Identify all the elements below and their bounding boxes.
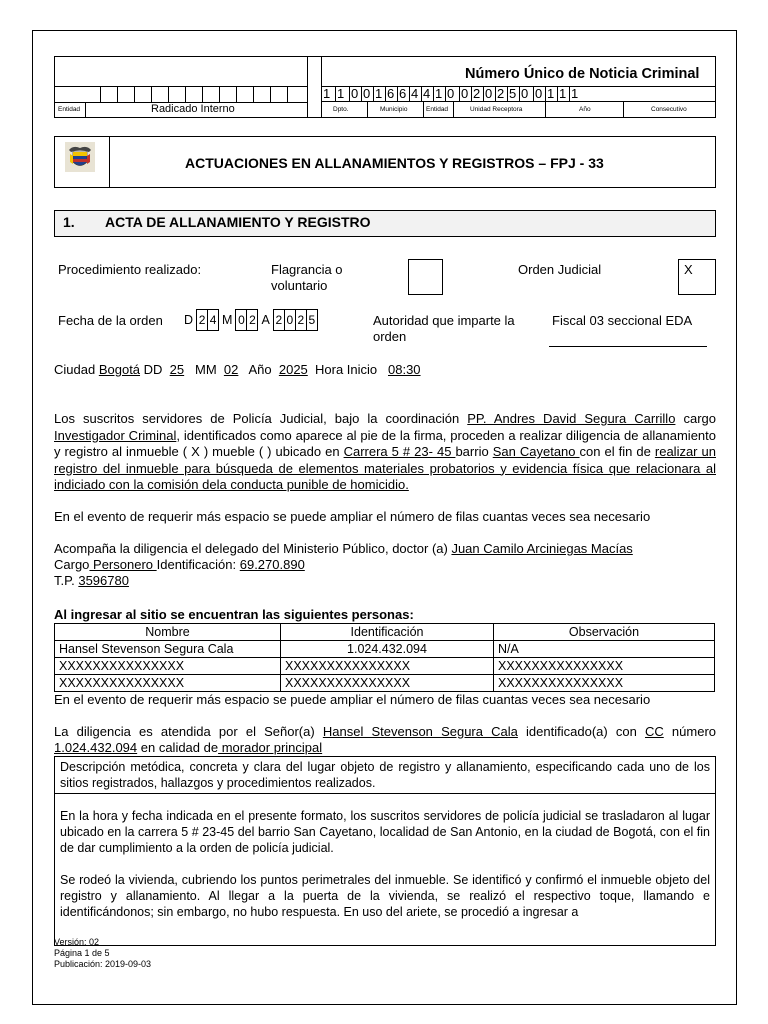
barrio-value: San Cayetano: [492, 444, 580, 459]
col-observacion: Observación: [494, 624, 715, 641]
more-space-note-1: En el evento de requerir más espacio se puede ampliar el número de filas cuantas veces sea necesario: [54, 509, 651, 524]
noticia-digit: 5: [507, 87, 519, 101]
order-month-prefix: M: [222, 313, 233, 327]
footer-published: Publicación: 2019-09-03: [54, 959, 152, 969]
order-day-digit-1: 2: [196, 309, 208, 331]
procedure-option-flagrancia: Flagrancia o voluntario: [271, 262, 343, 293]
title-divider: [109, 137, 110, 187]
noticia-digit: 0: [459, 87, 471, 101]
order-month-digit-1: 0: [235, 309, 247, 331]
unidad-receptora-label: Unidad Receptora: [470, 106, 523, 113]
noticia-digit: 1: [335, 87, 349, 101]
noticia-digit: 1: [569, 87, 581, 101]
noticia-digit: 2: [495, 87, 507, 101]
intro-text-3: , identificados como aparece al pie de la firma, proceden a realizar diligencia de allanamiento y registro al inmueble ( X ) mueble ( ) ubicado en: [54, 427, 717, 459]
noticia-digit: 0: [361, 87, 373, 101]
noticia-digit: 6: [385, 87, 397, 101]
noticia-digit: 4: [409, 87, 421, 101]
header-divider-1: [307, 57, 308, 117]
intro-paragraph: [54, 411, 716, 494]
description-paragraph-1: En la hora y fecha indicada en el presente formato, los suscritos servidores de policía judicial se trasladaron al lugar ubicado en la carrera 5 # 23-45 del barrio San Cayetano, localidad de San Antonio, en la ciudad de Bogotá, con el fin de dar cumplimiento a la orden de policía judicial.: [60, 809, 710, 855]
label-divider-3: [453, 101, 454, 117]
col-nombre: Nombre: [55, 624, 281, 641]
radicado-cell: [220, 86, 237, 102]
person-name: Hansel Stevenson Segura Cala: [55, 641, 281, 658]
intro-text-2: cargo: [675, 411, 716, 426]
delegate-id-value: 69.270.890: [239, 557, 305, 572]
radicado-label: Radicado Interno: [151, 103, 235, 115]
noticia-digit: 1: [433, 87, 445, 101]
day-value: 25: [169, 362, 185, 377]
noticia-digit: 0: [533, 87, 545, 101]
year-value: 2025: [278, 362, 308, 377]
attended-text-3: número: [663, 724, 717, 739]
description-paragraph-2: Se rodeó la vivienda, cubriendo los puntos perimetrales del inmueble. Se identificó y confirmó el inmueble objeto del registro y allanamiento. Al llegar a la puerta de la vivienda, se realizó el respectivo toque, llamando e identificándonos; sin embargo, no hubo respuesta. En uso del ariete, se procedió a ingresar a: [60, 873, 710, 919]
attended-text-4: en calidad de: [137, 740, 219, 755]
noticia-digit: 6: [397, 87, 409, 101]
radicado-cell: [237, 86, 254, 102]
attended-quality: morador principal: [218, 740, 323, 755]
noticia-digit: 0: [445, 87, 459, 101]
table-row: [55, 675, 715, 692]
noticia-digits: [321, 87, 581, 101]
order-day-prefix: D: [184, 313, 194, 327]
person-id: XXXXXXXXXXXXXXX: [281, 658, 494, 675]
order-year-prefix: A: [261, 313, 270, 327]
section-title: ACTA DE ALLANAMIENTO Y REGISTRO: [105, 214, 371, 230]
intro-text-5: con el fin de: [579, 444, 655, 459]
label-divider-1: [367, 101, 368, 117]
tp-value: 3596780: [78, 573, 129, 588]
radicado-cell: [152, 86, 169, 102]
radicado-cell: [186, 86, 203, 102]
delegate-block: [54, 541, 716, 589]
noticia-digit: 1: [545, 87, 557, 101]
purpose-value: realizar un registro del inmueble para búsqueda de elementos materiales probatorios y evidencia física que relacionara al indiciado con la comisión dela conducta punible de homicidio.: [54, 444, 716, 492]
attended-name: Hansel Stevenson Segura Cala: [322, 724, 518, 739]
person-id: 1.024.432.094: [281, 641, 494, 658]
cargo-value: Personero: [89, 557, 157, 572]
noticia-digit: 2: [471, 87, 483, 101]
coordinator-role: Investigador Criminal: [54, 427, 177, 443]
colombia-coat-of-arms-icon: [65, 142, 95, 172]
city-date-line: [54, 362, 421, 377]
order-year-digit-2: 0: [284, 309, 296, 331]
order-year-digit-3: 2: [295, 309, 307, 331]
noticia-digit: 1: [557, 87, 569, 101]
more-space-note-2: En el evento de requerir más espacio se puede ampliar el número de filas cuantas veces sea necesario: [54, 692, 651, 707]
header-table: [54, 56, 716, 118]
footer: [54, 937, 151, 970]
label-divider-4: [545, 101, 546, 117]
hour-value: 08:30: [388, 362, 421, 377]
section-header: [54, 210, 716, 237]
persons-heading: Al ingresar al sitio se encuentran las siguientes personas:: [54, 607, 414, 622]
consecutivo-label: Consecutivo: [651, 106, 687, 113]
coordinator-name: PP. Andres David Segura Carrillo: [467, 411, 676, 426]
municipio-label: Municipio: [380, 106, 408, 113]
order-year-digit-4: 5: [306, 309, 318, 331]
noticia-digit: 1: [321, 87, 335, 101]
noticia-digit: 0: [483, 87, 495, 101]
header-right-rule2: [321, 101, 716, 102]
persons-table: [54, 623, 715, 692]
order-month-digit-2: 2: [246, 309, 258, 331]
attended-doc-number: 1.024.432.094: [54, 740, 138, 755]
cargo-label: Cargo: [54, 557, 90, 572]
year-label: Año: [248, 362, 272, 377]
tp-label: T.P.: [54, 573, 79, 588]
noticia-digit: 0: [349, 87, 361, 101]
city-value: Bogotá: [98, 362, 141, 377]
order-date-cells: [184, 309, 317, 331]
attended-text-1: La diligencia es atendida por el Señor(a): [54, 724, 323, 739]
noticia-criminal-title: Número Único de Noticia Criminal: [465, 66, 700, 82]
persons-header-row: [55, 624, 715, 641]
day-label: DD: [143, 362, 163, 377]
address-value: Carrera 5 # 23- 45: [343, 444, 456, 459]
description-box: [54, 756, 716, 946]
authority-underline: [549, 346, 707, 347]
radicado-cell: [271, 86, 288, 102]
table-row: [55, 658, 715, 675]
entidad-divider: [85, 102, 86, 117]
section-number: 1.: [63, 214, 75, 230]
entidad-label: Entidad: [58, 106, 81, 113]
flagrancia-checkbox[interactable]: [408, 259, 443, 295]
delegate-id-label: Identificación:: [156, 557, 240, 572]
month-label: MM: [194, 362, 217, 377]
col-identificacion: Identificación: [281, 624, 494, 641]
attended-doc-type: CC: [644, 724, 664, 739]
radicado-cells: [55, 86, 288, 102]
label-divider-5: [623, 101, 624, 117]
authority-value: Fiscal 03 seccional EDA: [552, 313, 693, 328]
noticia-digit: 4: [421, 87, 433, 101]
order-year-digit-1: 2: [273, 309, 285, 331]
radicado-cell: [135, 86, 152, 102]
radicado-cell: [101, 86, 118, 102]
footer-page: Página 1 de 5: [54, 948, 110, 958]
description-instructions: Descripción metódica, concreta y clara del lugar objeto de registro y allanamiento, especificando cada uno de los sitios registrados, hallazgos y procedimientos realizados.: [55, 757, 715, 794]
footer-version: Versión: 02: [54, 937, 100, 947]
noticia-digit: 0: [519, 87, 533, 101]
intro-text-1: Los suscritos servidores de Policía Judicial, bajo la coordinación: [54, 411, 468, 426]
orden-judicial-checkbox[interactable]: X: [678, 259, 716, 295]
anio-label: Año: [579, 106, 591, 113]
radicado-cell: [203, 86, 220, 102]
intro-text-4: barrio: [455, 444, 493, 459]
table-row: [55, 641, 715, 658]
person-name: XXXXXXXXXXXXXXX: [55, 675, 281, 692]
procedure-option-orden: Orden Judicial: [518, 262, 602, 277]
authority-label: Autoridad que imparte la orden: [373, 313, 515, 344]
order-day-digit-2: 4: [207, 309, 219, 331]
form-title-box: [54, 136, 716, 188]
dpto-label: Dpto.: [333, 106, 349, 113]
person-observation: XXXXXXXXXXXXXXX: [494, 658, 715, 675]
attended-paragraph: [54, 724, 716, 756]
person-observation: N/A: [494, 641, 715, 658]
radicado-cell: [254, 86, 271, 102]
person-id: XXXXXXXXXXXXXXX: [281, 675, 494, 692]
hour-label: Hora Inicio: [315, 362, 378, 377]
month-value: 02: [223, 362, 239, 377]
radicado-cell: [55, 86, 101, 102]
delegate-text: Acompaña la diligencia el delegado del Ministerio Público, doctor (a): [54, 541, 452, 556]
radicado-cell: [118, 86, 135, 102]
person-observation: XXXXXXXXXXXXXXX: [494, 675, 715, 692]
attended-text-2: identificado(a) con: [517, 724, 645, 739]
city-label: Ciudad: [54, 362, 96, 377]
delegate-name: Juan Camilo Arciniegas Macías: [451, 541, 633, 556]
radicado-cell: [169, 86, 186, 102]
entidad2-label: Entidad: [426, 106, 449, 113]
procedure-label: Procedimiento realizado:: [58, 262, 202, 277]
order-date-label: Fecha de la orden: [58, 313, 163, 328]
person-name: XXXXXXXXXXXXXXX: [55, 658, 281, 675]
form-title: ACTUACIONES EN ALLANAMIENTOS Y REGISTROS – FPJ - 33: [185, 155, 604, 171]
label-divider-2: [423, 101, 424, 117]
noticia-digit: 1: [373, 87, 385, 101]
